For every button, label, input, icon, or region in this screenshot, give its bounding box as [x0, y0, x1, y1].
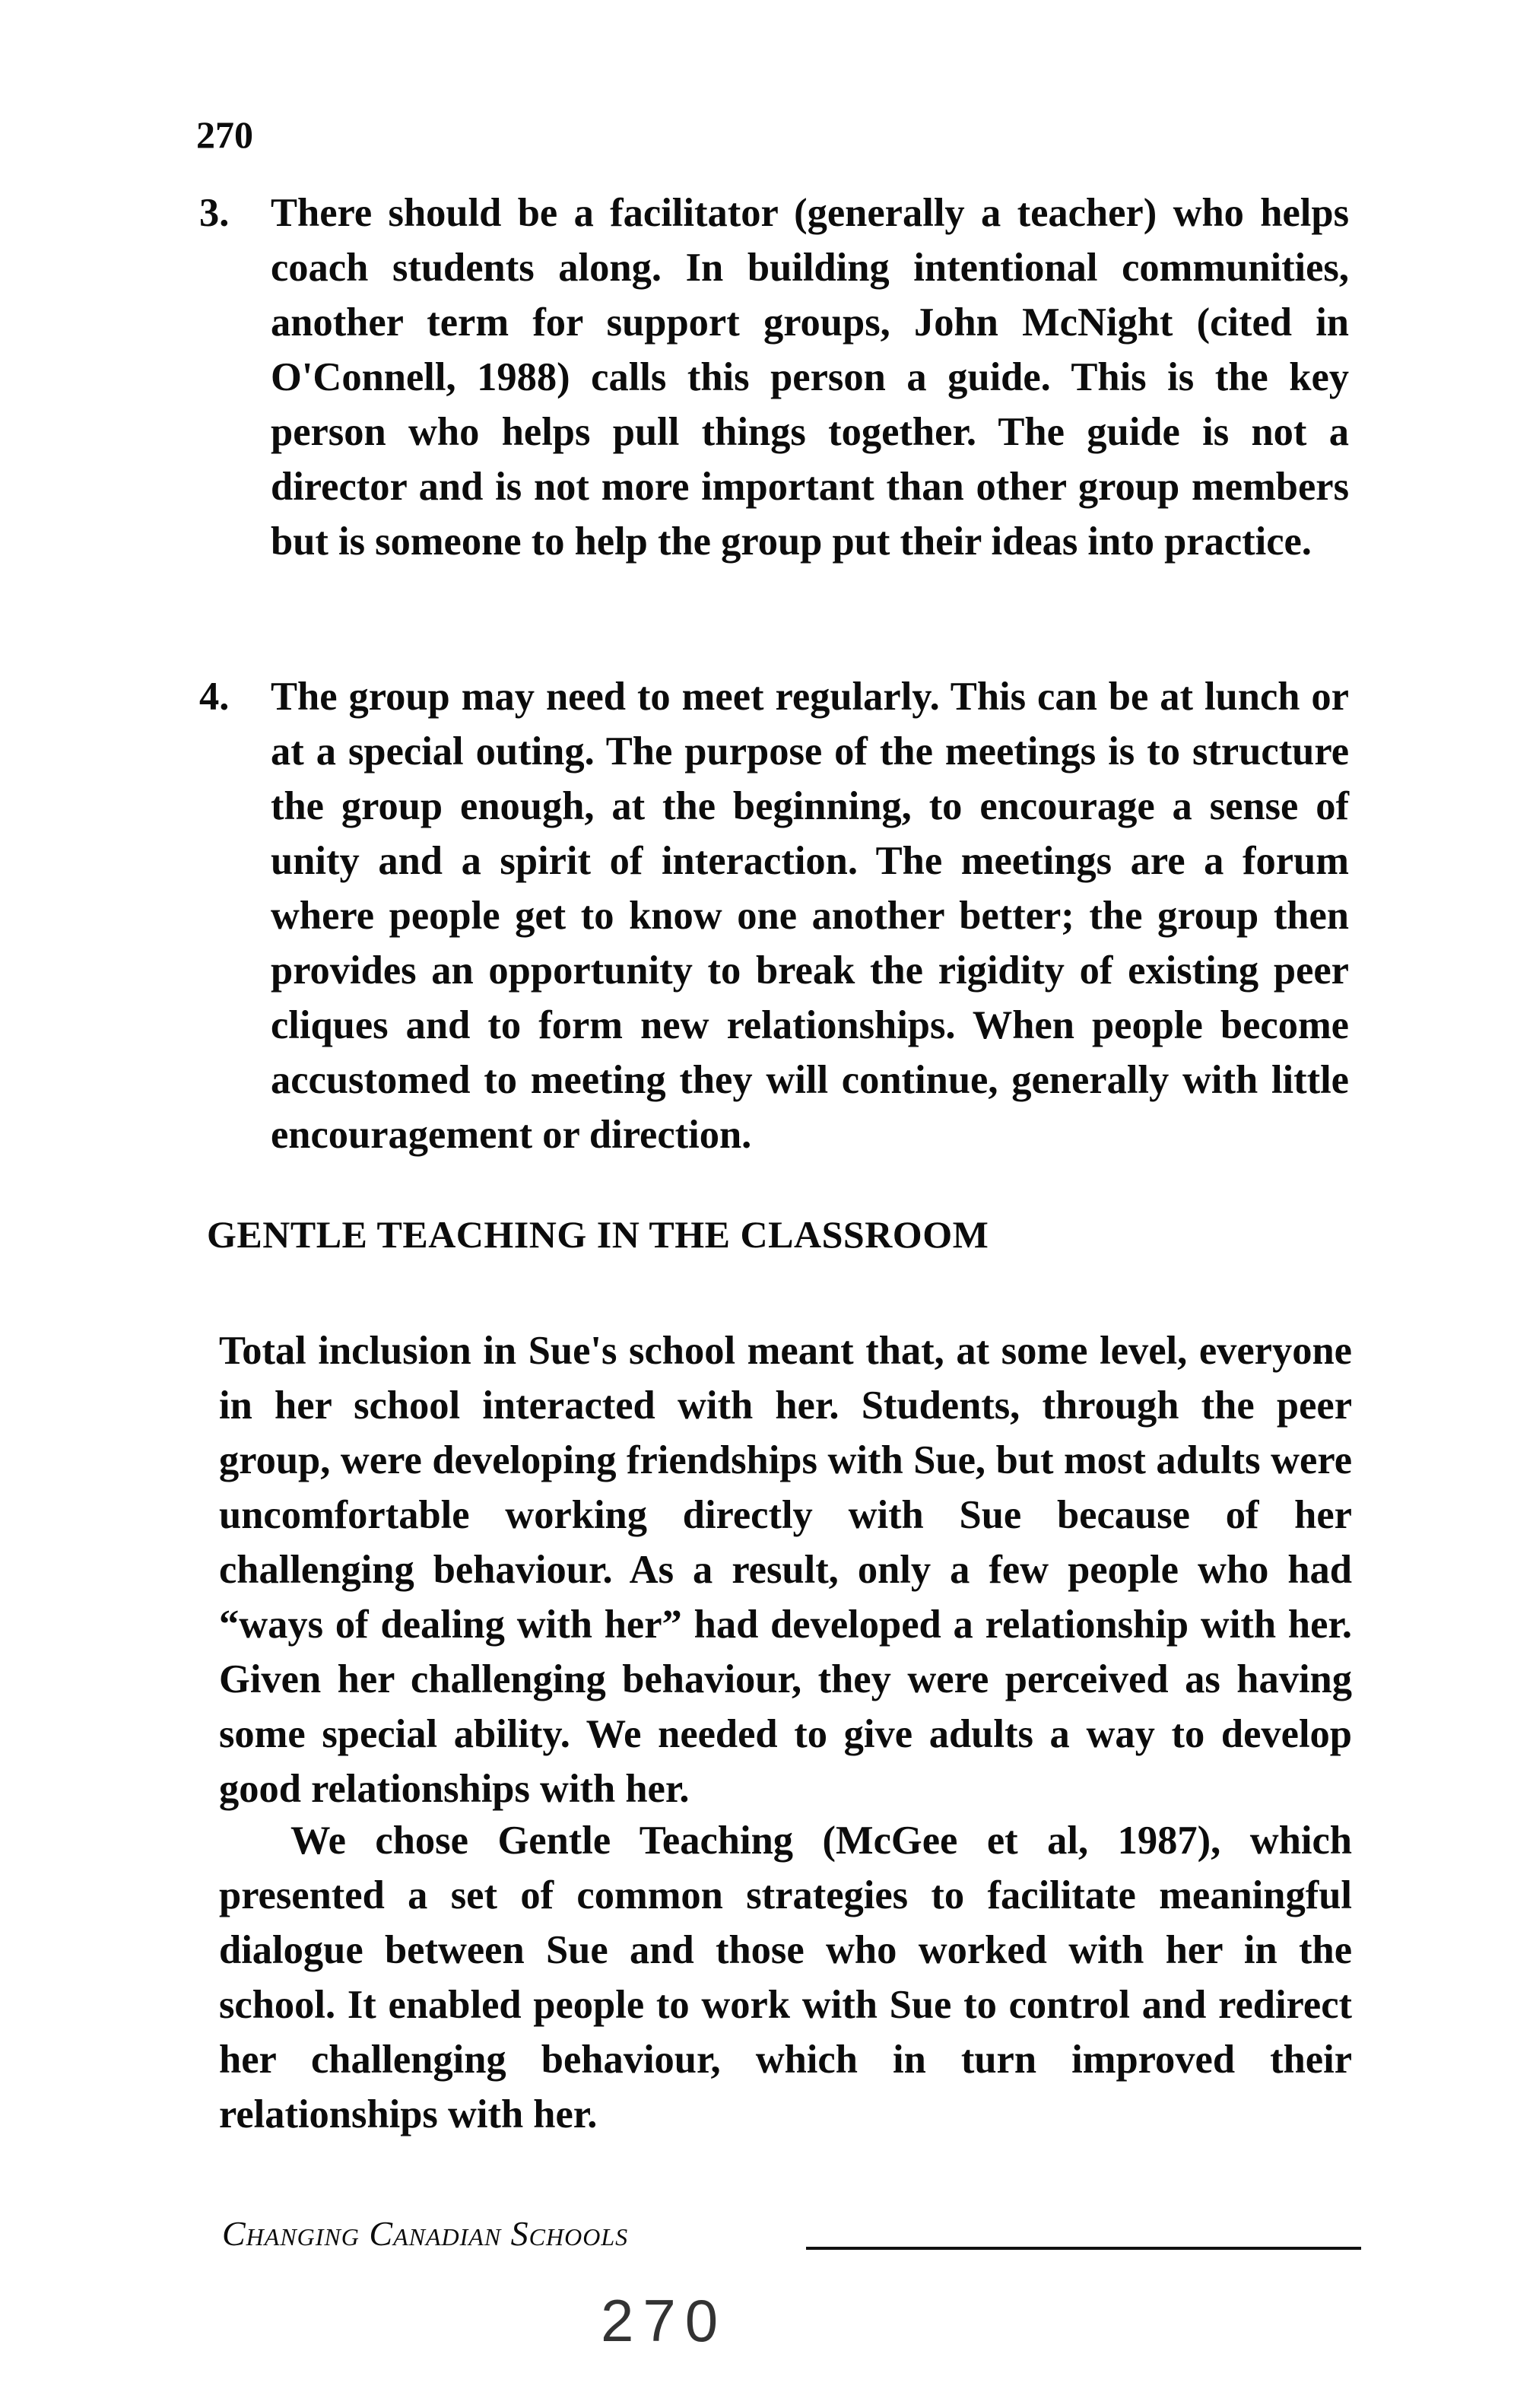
list-item	[199, 669, 1349, 1162]
stamped-page-number: 270	[601, 2287, 728, 2354]
list-item	[199, 186, 1349, 569]
footer-book-title: Changing Canadian Schools	[222, 2214, 629, 2253]
list-item-text: There should be a facilitator (generally a teacher) who helps coach students along. In building intentional communities, another term for support groups, John McNight (cited in O'Connell, 1988) calls this person a guide. This is the key person who helps pull things together. The guide is not a director and is not more important than other group members but is someone to help the group put their ideas into practice.	[271, 191, 1349, 564]
list-item-number: 3.	[199, 191, 230, 235]
list-item-number: 4.	[199, 675, 230, 719]
page-number: 270	[196, 113, 253, 156]
body-paragraph: We chose Gentle Teaching (McGee et al, 1987), which presented a set of common strategies to facilitate meaningful dialogue between Sue and those who worked with her in the school. It enabled people to work with Sue to control and redirect her challenging behaviour, which in turn improved their relationships with her.	[219, 1819, 1352, 2136]
body-paragraph: Total inclusion in Sue's school meant that, at some level, everyone in her school interacted with her. Students, through the peer group, were developing friendships with Sue, but most adults were uncomfortable working directly with Sue because of her challenging behaviour. As a result, only a few people who had “ways of dealing with her” had developed a relationship with her. Given her challenging behaviour, they were perceived as having some special ability. We needed to give adults a way to develop good relationships with her.	[219, 1329, 1352, 1811]
section-heading: GENTLE TEACHING IN THE CLASSROOM	[207, 1213, 989, 1256]
list-item-text: The group may need to meet regularly. This can be at lunch or at a special outing. The purpose of the meetings is to structure the group enough, at the beginning, to encourage a sense of unity and a spirit of interaction. The meetings are a forum where people get to know one another better; the group then provides an opportunity to break the rigidity of existing peer cliques and to form new relationships. When people become accustomed to meeting they will continue, generally with little encouragement or direction.	[271, 675, 1349, 1157]
footer-rule	[806, 2247, 1361, 2250]
